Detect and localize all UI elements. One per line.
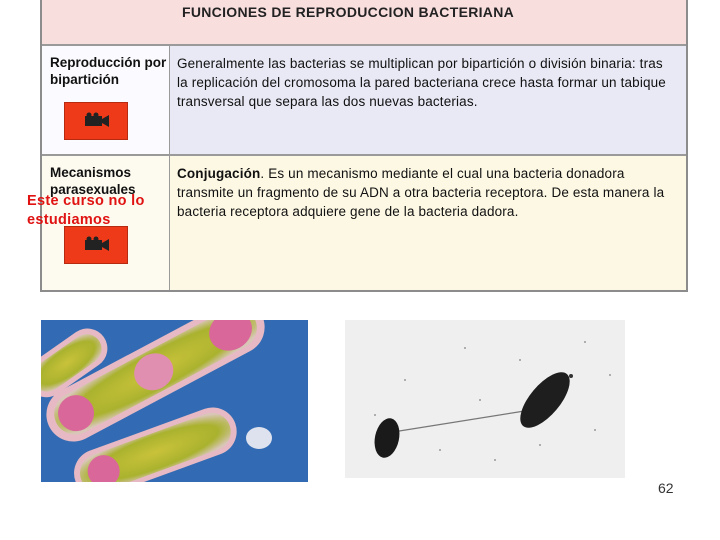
table-title-band [42, 0, 686, 46]
row-text-parasexual [177, 164, 677, 221]
conjugation-micrograph [345, 320, 625, 478]
video-camera-icon [65, 227, 127, 263]
row-description-cell [170, 156, 686, 290]
video-camera-icon [65, 103, 127, 139]
bipartition-micrograph [41, 320, 308, 482]
row-text-bipartition: Generalmente las bacterias se multiplican por bipartición o división binaria: tras la replicación del cromosoma la pared bacteriana crece hasta formar un tabique transversal que separa las dos nuevas bacterias. [177, 56, 666, 109]
video-button-bipartition[interactable] [64, 102, 128, 140]
reproduction-table [40, 0, 688, 292]
overlay-note: Este curso no lo estudiamos [27, 193, 145, 228]
conjugation-term: Conjugación [177, 166, 261, 181]
video-button-parasexual[interactable] [64, 226, 128, 264]
table-title: FUNCIONES DE REPRODUCCION BACTERIANA [182, 4, 515, 20]
conjugation-text-a: . Es un mecanismo mediante el cual una bacteria donadora transmite un fragmento de su ADN a otra bacteria receptora [177, 166, 625, 200]
micrograph-image [41, 320, 308, 482]
row-label-parasexual: Mecanismos parasexuales [50, 165, 136, 197]
row-description-cell [170, 46, 686, 154]
row-label-bipartition: Reproducción por bipartición [50, 55, 167, 87]
conjugation-image [345, 320, 625, 478]
page-number: 62 [658, 480, 674, 496]
table-row-bipartition [42, 46, 686, 156]
conjugation-text-b: . De esta manera la bacteria receptora adquiere gene de la bacteria dadora. [177, 185, 665, 219]
row-label-cell [42, 46, 170, 154]
